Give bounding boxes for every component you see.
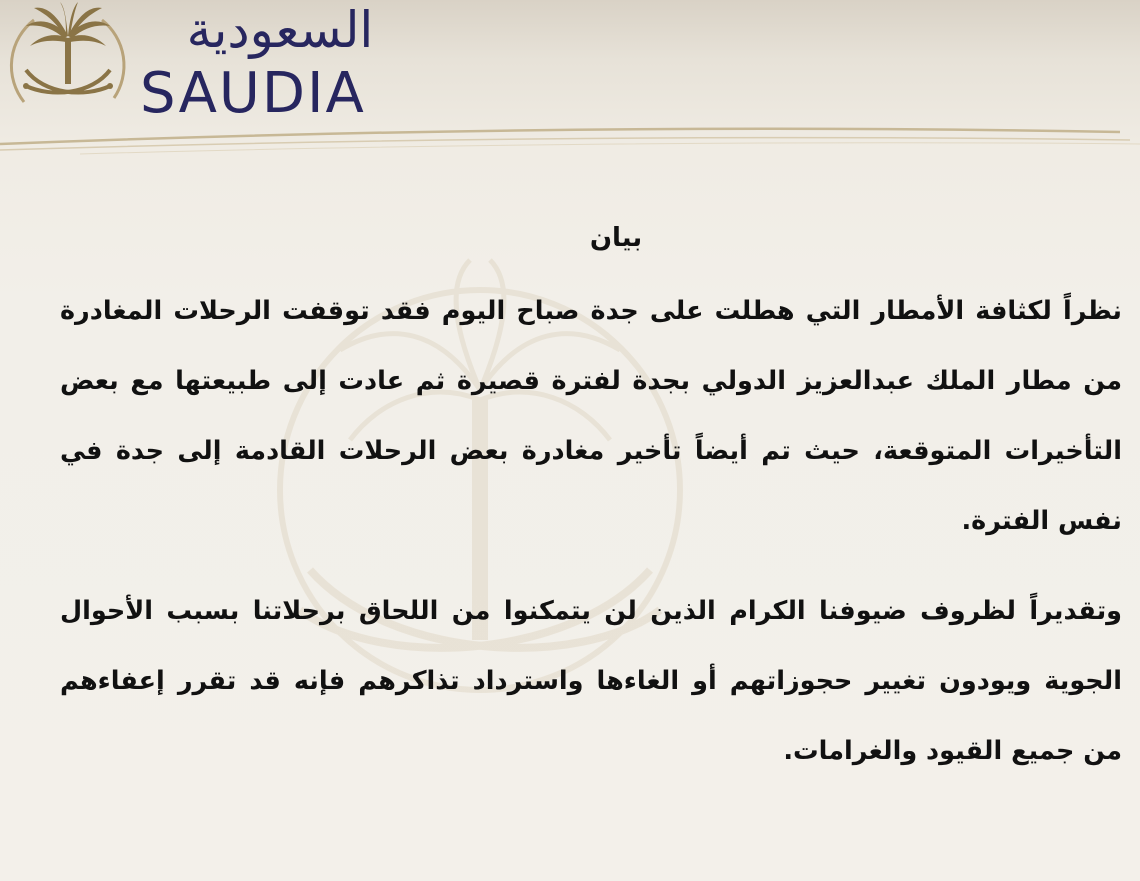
- letterhead: [0, 0, 1140, 160]
- statement-paragraph-2: وتقديراً لظروف ضيوفنا الكرام الذين لن يتمكنوا من اللحاق برحلاتنا بسبب الأحوال الجوية ويودون تغيير حجوزاتهم أو الغاءها واسترداد تذاكرهم فإنه قد تقرر إعفاءهم من جميع القيود والغرامات.: [60, 596, 1122, 766]
- statement-paragraph-1: نظراً لكثافة الأمطار التي هطلت على جدة صباح اليوم فقد توقفت الرحلات المغادرة من مطار الملك عبدالعزيز الدولي بجدة لفترة قصيرة ثم عادت إلى طبيعتها مع بعض التأخيرات المتوقعة، حيث تم أيضاً تأخير مغادرة بعض الرحلات القادمة إلى جدة في نفس الفترة.: [60, 296, 1122, 536]
- statement-body: [60, 210, 1122, 786]
- brand-name-arabic: السعودية: [186, 1, 374, 59]
- brand-name-english: SAUDIA: [140, 61, 366, 126]
- header-swoosh: [0, 110, 1140, 160]
- statement-title: بيان: [589, 223, 643, 253]
- palm-swords-emblem-icon: [4, 2, 132, 120]
